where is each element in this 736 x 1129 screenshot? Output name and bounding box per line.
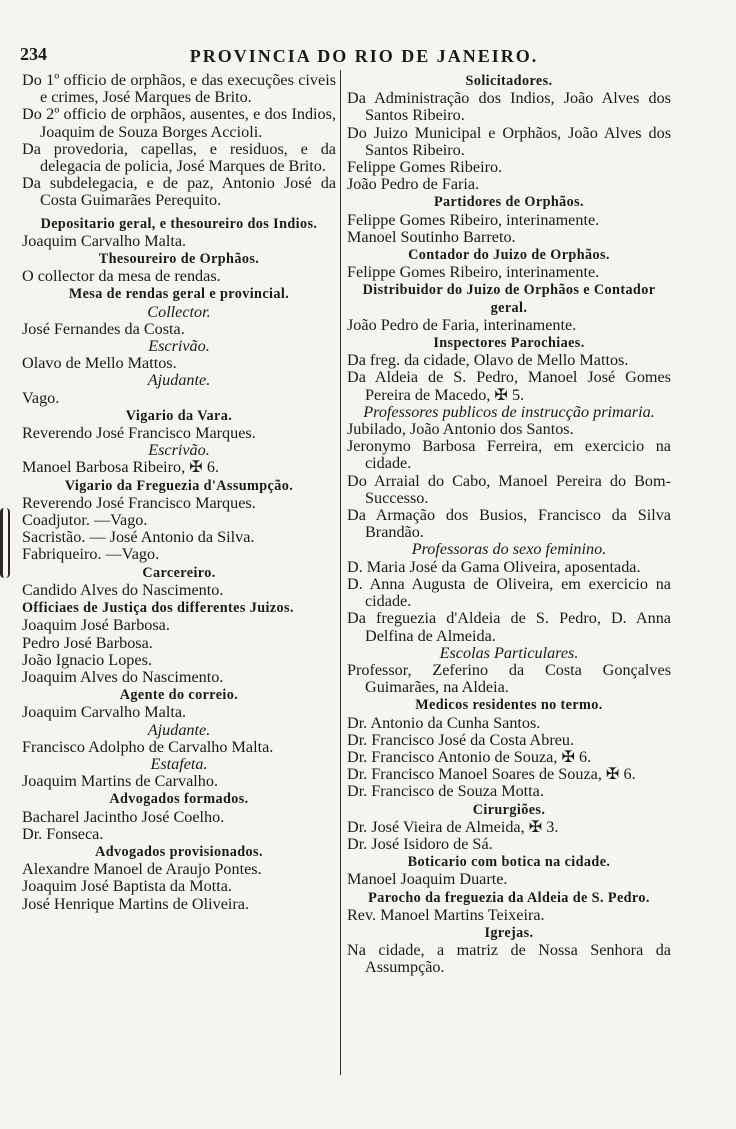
list-entry: Vago. (22, 388, 60, 407)
section-heading: Vigario da Freguezia d'Assumpção. (64, 477, 294, 494)
list-entry: Dr. Francisco Manoel Soares de Souza, ✠ 6. (347, 765, 636, 784)
list-entry: José Henrique Martins de Oliveira. (22, 894, 250, 913)
section-heading: Mesa de rendas geral e provincial. (68, 286, 290, 303)
list-entry: Dr. Fonseca. (22, 824, 104, 843)
list-entry: Do 1º officio de orphãos, e das execuções civeis e crimes, José Marques de Brito. (22, 71, 336, 107)
sub-heading: Escrivão. (148, 337, 210, 356)
left-column (22, 72, 336, 913)
list-entry: Dr. Antonio da Cunha Santos. (347, 713, 541, 732)
section-heading: Carcereiro. (142, 564, 216, 581)
list-entry: Rev. Manoel Martins Teixeira. (347, 905, 545, 924)
section-heading: Advogados provisionados. (95, 843, 263, 860)
list-entry: Dr. Francisco Antonio de Souza, ✠ 6. (347, 747, 592, 766)
sub-heading: Estafeta. (150, 754, 208, 773)
list-entry: Coadjutor. —Vago. (22, 511, 148, 530)
section-heading: Advogados formados. (109, 791, 249, 808)
section-heading: Officiaes de Justiça dos differentes Juizos. (22, 600, 294, 617)
list-entry: Reverendo José Francisco Marques. (22, 424, 256, 443)
list-entry: Dr. Francisco de Souza Motta. (347, 782, 544, 801)
list-entry: Da subdelegacia, e de paz, Antonio José da Costa Guimarães Perequito. (22, 174, 336, 210)
list-entry: Bacharel Jacintho José Coelho. (22, 807, 225, 826)
section-heading: Medicos residentes no termo. (415, 697, 603, 714)
section-heading: Parocho da freguezia da Aldeia de S. Pedro. (368, 889, 650, 906)
list-entry: Da freg. da cidade, Olavo de Mello Mattos. (347, 351, 629, 370)
list-entry: Do Arraial do Cabo, Manoel Pereira do Bom-Successo. (347, 471, 671, 507)
list-entry: Pedro José Barbosa. (22, 633, 153, 652)
running-head (14, 44, 714, 68)
section-heading: Partidores de Orphãos. (433, 194, 585, 211)
section-heading: Contador do Juizo de Orphãos. (408, 247, 610, 264)
section-heading: Solicitadores. (465, 73, 553, 89)
sub-heading: Ajudante. (147, 720, 211, 739)
list-entry: Jubilado, João Antonio dos Santos. (347, 420, 574, 439)
section-heading: Vigario da Vara. (125, 407, 233, 424)
sub-heading: Collector. (147, 302, 211, 321)
list-entry: Alexandre Manoel de Araujo Pontes. (22, 860, 262, 879)
list-entry: Felippe Gomes Ribeiro, interinamente. (347, 210, 600, 229)
list-entry: Olavo de Mello Mattos. (22, 354, 177, 373)
list-entry: Felippe Gomes Ribeiro, interinamente. (347, 263, 600, 282)
section-heading: Distribuidor do Juizo de Orphãos e Contador geral. (362, 282, 656, 316)
list-entry: Joaquim Alves do Nascimento. (22, 667, 224, 686)
binding-edge-mark (0, 508, 10, 578)
right-column (347, 72, 671, 977)
column-divider (340, 70, 341, 1075)
section-heading: Inspectores Parochiaes. (433, 335, 585, 352)
list-entry: João Pedro de Faria. (347, 175, 480, 194)
list-entry: Sacristão. — José Antonio da Silva. (22, 528, 255, 547)
section-heading: Depositario geral, e thesoureiro dos Indios. (40, 215, 318, 232)
list-entry: Joaquim José Baptista da Motta. (22, 877, 232, 896)
sub-heading: Escrivão. (148, 441, 210, 460)
list-entry: Joaquim Carvalho Malta. (22, 231, 187, 250)
list-entry: Professor, Zeferino da Costa Gonçalves Guimarães, na Aldeia. (347, 660, 671, 697)
section-heading: Cirurgiões. (472, 801, 546, 818)
list-entry: Da Administração dos Indios, João Alves dos Santos Ribeiro. (347, 89, 671, 125)
page-number: 234 (20, 44, 47, 64)
list-entry: Da freguezia d'Aldeia de S. Pedro, D. Anna Delfina de Almeida. (347, 609, 671, 645)
list-entry: O collector da mesa de rendas. (22, 267, 221, 286)
page-title: PROVINCIA DO RIO DE JANEIRO. (189, 46, 539, 66)
list-entry: Fabriqueiro. —Vago. (22, 545, 160, 564)
list-entry: D. Anna Augusta de Oliveira, em exercicio na cidade. (347, 574, 671, 611)
list-entry: José Fernandes da Costa. (22, 319, 185, 338)
list-entry: Dr. Francisco José da Costa Abreu. (347, 730, 575, 749)
section-heading: Boticario com botica na cidade. (407, 854, 611, 871)
sub-heading: Ajudante. (147, 371, 211, 390)
list-entry: Manoel Joaquim Duarte. (347, 870, 508, 889)
sub-heading: Professores publicos de instrucção primaria. (363, 402, 655, 421)
section-gap (22, 210, 336, 215)
section-heading: Thesoureiro de Orphãos. (98, 251, 260, 268)
list-entry: João Ignacio Lopes. (22, 650, 152, 669)
list-entry: Reverendo José Francisco Marques. (22, 493, 256, 512)
list-entry: Joaquim Carvalho Malta. (22, 703, 187, 722)
list-entry: Manoel Barbosa Ribeiro, ✠ 6. (22, 458, 219, 477)
list-entry: Da provedoria, capellas, e residuos, e da delegacia de policia, José Marques de Brito. (22, 139, 336, 176)
list-entry: Da Aldeia de S. Pedro, Manoel José Gomes Pereira de Macedo, ✠ 5. (347, 368, 671, 404)
sub-heading: Professoras do sexo feminino. (411, 540, 607, 559)
list-entry: Da Armação dos Busios, Francisco da Silva Brandão. (347, 506, 671, 542)
list-entry: Felippe Gomes Ribeiro. (347, 158, 503, 177)
list-entry: Dr. José Isidoro de Sá. (347, 834, 493, 853)
list-entry: Do 2º officio de orphãos, ausentes, e dos Indios, Joaquim de Souza Borges Accioli. (22, 105, 336, 141)
sub-heading: Escolas Particulares. (439, 643, 579, 662)
list-entry: Manoel Soutinho Barreto. (347, 227, 516, 246)
list-entry: Francisco Adolpho de Carvalho Malta. (22, 737, 274, 756)
list-entry: Candido Alves do Nascimento. (22, 580, 224, 599)
section-heading: Agente do correio. (119, 687, 239, 704)
list-entry: Joaquim Martins de Carvalho. (22, 772, 219, 791)
list-entry: Joaquim José Barbosa. (22, 616, 170, 635)
list-entry: Jeronymo Barbosa Ferreira, em exercicio na cidade. (347, 437, 671, 473)
list-entry: D. Maria José da Gama Oliveira, aposentada. (347, 557, 641, 576)
list-entry: Dr. José Vieira de Almeida, ✠ 3. (347, 817, 559, 836)
list-entry: João Pedro de Faria, interinamente. (347, 315, 577, 334)
section-heading: Igrejas. (484, 924, 534, 941)
list-entry: Na cidade, a matriz de Nossa Senhora da Assumpção. (347, 941, 671, 977)
list-entry: Do Juizo Municipal e Orphãos, João Alves dos Santos Ribeiro. (347, 123, 671, 159)
